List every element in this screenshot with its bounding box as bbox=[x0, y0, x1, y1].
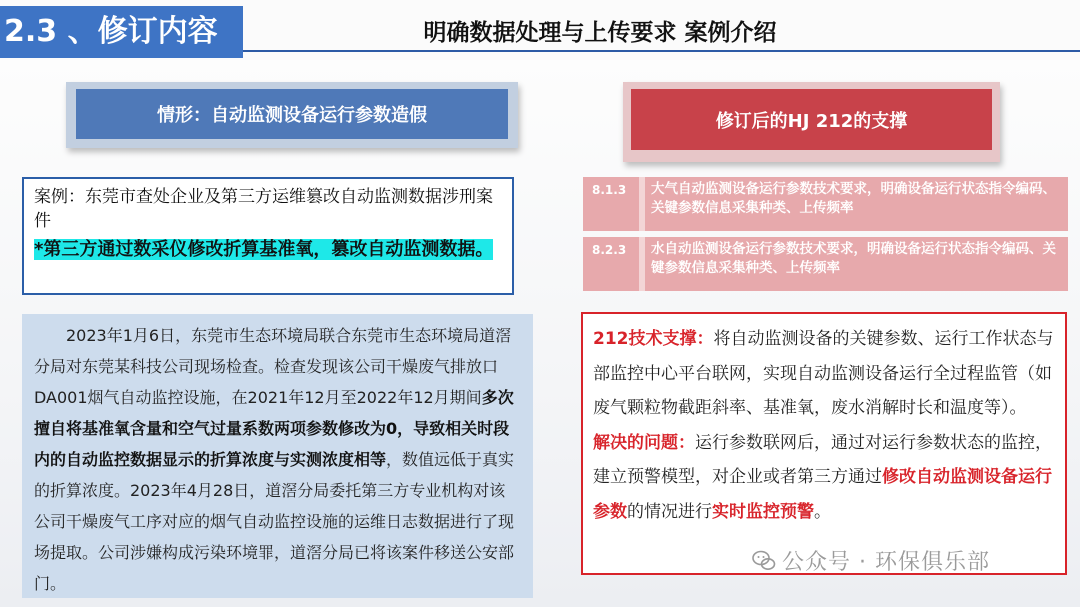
story-bold: 多次擅自将基准氧含量和空气过量系数两项参数修改为0，导致相关时段内的自动监控数据显示的折算浓度与实测浓度相等 bbox=[34, 388, 514, 469]
problem-text-e: 。 bbox=[814, 501, 831, 522]
problem-text-b: 修改自动监测设备运行参数 bbox=[593, 467, 1052, 522]
problem-text-a: 运行参数联网后，通过对运行参数状态的监控，建立预警模型，对企业或者第三方通过 bbox=[593, 432, 1052, 487]
clause-number: 8.2.3 bbox=[583, 237, 639, 291]
case-highlight: *第三方通过数采仪修改折算基准氧，篡改自动监测数据。 bbox=[34, 239, 494, 260]
support-heading-box bbox=[623, 82, 1000, 162]
case-highlight-wrap bbox=[34, 236, 502, 264]
header-divider bbox=[243, 50, 1080, 52]
scenario-heading: 情形：自动监测设备运行参数造假 bbox=[76, 89, 508, 139]
table-row bbox=[583, 177, 1068, 231]
wechat-icon bbox=[752, 550, 776, 572]
support-box bbox=[581, 312, 1067, 575]
problem-text-c: 的情况进行 bbox=[627, 501, 712, 522]
page-title: 明确数据处理与上传要求 案例介绍 bbox=[423, 20, 777, 46]
support-heading: 修订后的HJ 212的支撑 bbox=[631, 89, 992, 150]
watermark bbox=[752, 545, 990, 576]
table-row bbox=[583, 237, 1068, 291]
problem-label: 解决的问题： bbox=[593, 432, 695, 453]
case-story bbox=[22, 314, 533, 598]
case-title: 案例：东莞市查处企业及第三方运维篡改自动监测数据涉刑案件 bbox=[34, 187, 493, 231]
support-label: 212技术支撑： bbox=[593, 329, 714, 349]
case-box bbox=[22, 177, 514, 295]
watermark-text: 公众号 · 环保俱乐部 bbox=[782, 550, 990, 575]
scenario-heading-box bbox=[66, 82, 518, 148]
clause-number: 8.1.3 bbox=[583, 177, 639, 231]
clause-text: 大气自动监测设备运行参数技术要求，明确设备运行状态指令编码、关键参数信息采集种类、上传频率 bbox=[645, 177, 1068, 231]
clause-text: 水自动监测设备运行参数技术要求，明确设备运行状态指令编码、关键参数信息采集种类、上传频率 bbox=[645, 237, 1068, 291]
section-tab: 2.3 、修订内容 bbox=[0, 6, 243, 58]
standard-clause-table bbox=[583, 177, 1068, 297]
support-text: 将自动监测设备的关键参数、运行工作状态与部监控中心平台联网，实现自动监测设备运行全过程监管（如废气颗粒物截距斜率、基准氧，废水消解时长和温度等）。 bbox=[593, 329, 1054, 418]
problem-text-d: 实时监控预警 bbox=[712, 501, 814, 522]
story-text-1: 2023年1月6日，东莞市生态环境局联合东莞市生态环境局道滘分局对东莞某科技公司现场检查。检查发现该公司干燥废气排放口DA001烟气自动监控设施，在2021年12月至2022年12月期间 bbox=[34, 326, 512, 407]
story-text-2: ，数值远低于真实的折算浓度。2023年4月28日，道滘分局委托第三方专业机构对该公司干燥废气工序对应的烟气自动监控设施的运维日志数据进行了现场提取。公司涉嫌构成污染环境罪，道滘分局已将该案件移送公安部门。 bbox=[34, 450, 515, 593]
